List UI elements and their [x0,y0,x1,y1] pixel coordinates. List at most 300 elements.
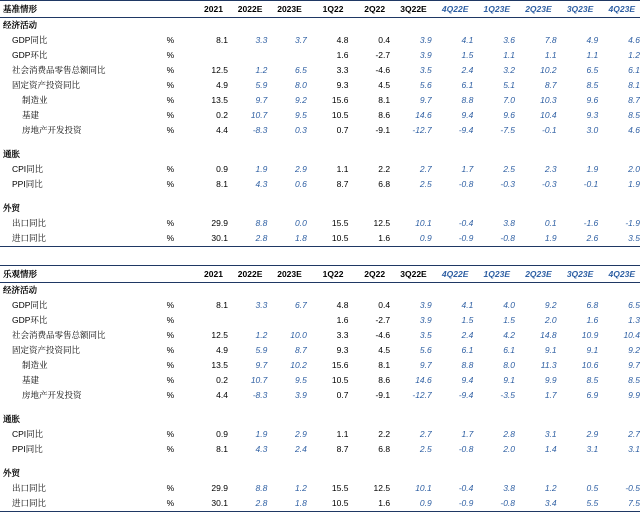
row-label: GDP环比 [12,315,48,326]
cell-2022E: 5.9 [255,80,268,91]
cell-4Q22E: 2.4 [461,330,474,341]
column-header-1Q23E: 1Q23E [473,266,515,283]
cell-3Q22E: 2.5 [419,179,432,190]
cell-2Q22: -9.1 [375,390,391,401]
cell-1Q23E: 2.0 [503,444,516,455]
row-unit: % [166,360,175,371]
cell-2021: 0.9 [216,164,228,175]
cell-1Q22: 15.6 [331,95,349,106]
cell-3Q22E: 5.6 [419,80,432,91]
cell-1Q22: 8.7 [336,444,349,455]
column-header-3Q23E: 3Q23E [557,1,599,18]
table-row [0,231,640,246]
cell-2022E: 1.2 [255,330,268,341]
cell-1Q22: 4.8 [336,35,349,46]
column-header-3Q23E: 3Q23E [557,266,599,283]
cell-2023E: 1.2 [294,483,307,494]
cell-3Q22E: -12.7 [412,125,432,136]
cell-3Q22E: 3.5 [419,330,432,341]
table-row [0,481,640,496]
row-label: 基建 [22,110,40,121]
cell-3Q23E: 2.6 [586,233,599,244]
cell-1Q22: 10.5 [331,375,349,386]
cell-4Q23E: 3.5 [628,233,640,244]
cell-3Q23E: 6.5 [586,65,599,76]
cell-1Q23E: -3.5 [500,390,516,401]
cell-3Q23E: 9.1 [586,345,599,356]
cell-2021: 4.9 [216,345,228,356]
cell-2022E: 2.8 [255,498,268,509]
cell-2021: 13.5 [211,95,228,106]
cell-1Q23E: 9.1 [503,375,516,386]
cell-4Q23E: 9.2 [628,345,640,356]
cell-4Q22E: 9.4 [461,110,474,121]
cell-2023E: 8.0 [294,80,307,91]
cell-4Q22E: 1.5 [461,50,474,61]
cell-2022E: -8.3 [252,125,268,136]
cell-4Q23E: 9.9 [628,390,640,401]
row-label: CPI同比 [12,429,44,440]
cell-2Q22: 2.2 [378,164,391,175]
cell-4Q22E: 2.4 [461,65,474,76]
cell-3Q23E: 9.3 [586,110,599,121]
cell-3Q23E: 3.1 [586,444,599,455]
cell-2Q22: 0.4 [378,35,391,46]
cell-1Q22: 1.1 [336,429,349,440]
section-header-row [0,147,640,162]
cell-1Q23E: 1.1 [503,50,516,61]
table-row [0,33,640,48]
cell-2Q23E: 10.3 [540,95,557,106]
cell-2Q22: 1.6 [378,233,391,244]
cell-2Q22: 8.6 [378,110,391,121]
cell-3Q22E: 0.9 [419,233,432,244]
cell-2022E: 1.9 [255,429,268,440]
cell-3Q23E: 1.9 [586,164,599,175]
cell-2Q22: 12.5 [373,218,391,229]
cell-2023E: 3.7 [294,35,307,46]
row-label: GDP同比 [12,35,48,46]
cell-2022E: 2.8 [255,233,268,244]
column-header-2023E: 2023E [267,1,306,18]
row-unit: % [166,179,175,190]
cell-2022E: -8.3 [252,390,268,401]
table-row [0,63,640,78]
cell-4Q22E: 1.7 [461,429,474,440]
cell-3Q22E: 9.7 [419,95,432,106]
row-unit: % [166,345,175,356]
cell-1Q22: 3.3 [336,65,349,76]
cell-2Q22: 4.5 [378,345,391,356]
section-spacer [0,138,640,147]
row-unit: % [166,125,175,136]
section-spacer [0,457,640,466]
cell-2023E: 10.0 [290,330,307,341]
cell-3Q23E: -1.6 [583,218,599,229]
cell-2Q22: -4.6 [375,330,391,341]
cell-1Q23E: 2.8 [503,429,516,440]
cell-1Q22: 4.8 [336,300,349,311]
cell-2Q22: -2.7 [375,315,391,326]
cell-2023E: 9.5 [294,110,307,121]
cell-2023E [267,48,306,63]
cell-1Q22: 10.5 [331,233,349,244]
cell-1Q23E: 7.0 [503,95,516,106]
row-label: 固定资产投资同比 [12,345,81,356]
cell-4Q23E: 4.6 [628,125,640,136]
cell-2022E: 8.8 [255,218,268,229]
cell-1Q23E: 9.6 [503,110,516,121]
cell-4Q22E: -0.9 [458,498,474,509]
row-unit: % [166,444,175,455]
cell-2Q22: -2.7 [375,50,391,61]
table-row [0,162,640,177]
cell-3Q22E: 14.6 [415,375,432,386]
row-unit: % [166,390,175,401]
cell-2021 [191,313,228,328]
cell-2021: 4.4 [216,125,228,136]
row-label: 进口同比 [12,498,47,509]
cell-2021: 29.9 [211,218,228,229]
cell-2Q22: 2.2 [378,429,391,440]
cell-4Q23E: 8.1 [628,80,640,91]
row-label: 制造业 [22,360,48,371]
row-label: GDP同比 [12,300,48,311]
cell-3Q22E: 0.9 [419,498,432,509]
cell-2Q23E: 0.1 [544,218,557,229]
cell-2022E: 10.7 [250,375,268,386]
row-unit: % [166,65,175,76]
cell-3Q22E: 3.9 [419,35,432,46]
cell-2Q22: -9.1 [375,125,391,136]
column-header-2021: 2021 [191,1,228,18]
cell-2Q23E: 1.4 [544,444,557,455]
row-unit: % [166,110,175,121]
section-title: 通胀 [3,149,21,160]
cell-3Q23E: 8.5 [586,375,599,386]
cell-1Q23E: 3.6 [503,35,516,46]
cell-2023E: 1.8 [294,233,307,244]
cell-3Q23E: 1.6 [586,315,599,326]
cell-2023E [267,313,306,328]
row-unit: % [166,498,175,509]
row-label: 制造业 [22,95,48,106]
cell-2022E: 4.3 [255,444,268,455]
cell-4Q23E: 6.5 [628,300,640,311]
cell-2023E: 0.0 [294,218,307,229]
table-row [0,388,640,403]
row-unit: % [166,50,175,61]
cell-2Q22: 0.4 [378,300,391,311]
table-row [0,373,640,388]
table-row [0,78,640,93]
cell-1Q22: 9.3 [336,80,349,91]
row-unit: % [166,95,175,106]
column-header-2023E: 2023E [267,266,306,283]
cell-2023E: 3.9 [294,390,307,401]
row-unit: % [166,375,175,386]
cell-2Q22: 6.8 [378,179,391,190]
cell-2021: 0.9 [216,429,228,440]
cell-2Q23E: 7.8 [544,35,557,46]
cell-2022E: 3.3 [255,300,268,311]
row-unit: % [166,315,175,326]
cell-2023E: 0.6 [294,179,307,190]
cell-2Q23E: 3.1 [544,429,557,440]
cell-3Q23E: 2.9 [586,429,599,440]
cell-2023E: 2.9 [294,429,307,440]
section-title: 通胀 [3,414,21,425]
cell-3Q23E: 5.5 [586,498,599,509]
column-header-2Q22: 2Q22 [348,1,390,18]
cell-2021 [191,48,228,63]
cell-1Q22: 9.3 [336,345,349,356]
cell-2Q22: 6.8 [378,444,391,455]
table-row [0,48,640,63]
column-header-2021: 2021 [191,266,228,283]
table-row [0,298,640,313]
cell-1Q22: 8.7 [336,179,349,190]
cell-4Q22E: 4.1 [461,300,474,311]
cell-3Q22E: 10.1 [415,218,432,229]
cell-2021: 8.1 [216,444,228,455]
row-unit: % [166,233,175,244]
cell-3Q23E: 3.0 [586,125,599,136]
cell-3Q23E: 4.9 [586,35,599,46]
scenario-table [0,0,640,247]
cell-4Q23E: 4.6 [628,35,640,46]
cell-2023E: 6.5 [294,65,307,76]
row-unit: % [166,300,175,311]
cell-3Q22E: -12.7 [412,390,432,401]
cell-2Q23E: 8.7 [544,80,557,91]
cell-4Q23E: -0.5 [625,483,640,494]
cell-1Q22: 0.7 [336,390,349,401]
cell-4Q22E: -0.4 [458,483,474,494]
row-unit: % [166,35,175,46]
cell-3Q22E: 9.7 [419,360,432,371]
scenario-title: 乐观情形 [0,266,191,283]
cell-2021: 30.1 [211,233,228,244]
cell-2Q23E: 3.4 [544,498,557,509]
table-row [0,328,640,343]
cell-2023E: 2.4 [294,444,307,455]
column-header-4Q23E: 4Q23E [598,266,640,283]
cell-2Q22: 8.1 [378,95,391,106]
cell-2022E: 10.7 [250,110,268,121]
cell-3Q23E: 1.1 [586,50,599,61]
row-label: 社会消费品零售总额同比 [12,65,106,76]
cell-1Q23E: -0.8 [500,233,516,244]
cell-2022E: 4.3 [255,179,268,190]
cell-2023E: 6.7 [294,300,307,311]
cell-3Q22E: 3.9 [419,50,432,61]
cell-4Q22E: 8.8 [461,95,474,106]
cell-1Q22: 3.3 [336,330,349,341]
cell-3Q22E: 2.7 [419,429,432,440]
column-header-1Q22: 1Q22 [307,266,349,283]
cell-2021: 13.5 [211,360,228,371]
column-header-3Q22E: 3Q22E [390,1,432,18]
cell-2021: 8.1 [216,35,228,46]
column-header-2Q22: 2Q22 [348,266,390,283]
row-unit: % [166,164,175,175]
cell-3Q23E: 0.5 [586,483,599,494]
cell-3Q22E: 10.1 [415,483,432,494]
cell-2023E: 0.3 [294,125,307,136]
cell-2022E: 9.7 [255,95,268,106]
cell-2022E: 1.2 [255,65,268,76]
section-title: 经济活动 [3,20,38,31]
row-label: 房地产开发投资 [22,125,82,136]
row-unit: % [166,330,175,341]
cell-1Q22: 15.5 [331,483,349,494]
column-header-1Q23E: 1Q23E [473,1,515,18]
cell-2Q23E: 1.7 [544,390,557,401]
cell-2Q22: 8.1 [378,360,391,371]
cell-1Q22: 10.5 [331,498,349,509]
cell-2Q22: 12.5 [373,483,391,494]
column-header-1Q22: 1Q22 [307,1,349,18]
table-row [0,123,640,138]
column-header-2Q23E: 2Q23E [515,266,557,283]
row-unit: % [166,483,175,494]
cell-2022E [228,313,267,328]
scenario-table [0,265,640,512]
table-row [0,442,640,457]
cell-4Q22E: 6.1 [461,80,474,91]
table-row [0,108,640,123]
cell-2Q23E: 9.9 [544,375,557,386]
row-label: 房地产开发投资 [22,390,82,401]
table-row [0,177,640,192]
cell-1Q23E: 2.5 [503,164,516,175]
row-label: 固定资产投资同比 [12,80,81,91]
cell-2022E: 9.7 [255,360,268,371]
cell-4Q22E: -0.4 [458,218,474,229]
cell-4Q23E: 1.3 [628,315,640,326]
cell-4Q23E: 6.1 [628,65,640,76]
cell-1Q22: 1.6 [336,50,349,61]
cell-2021: 8.1 [216,300,228,311]
cell-1Q23E: 3.2 [503,65,516,76]
section-header-row [0,18,640,34]
table-row [0,313,640,328]
cell-2021: 29.9 [211,483,228,494]
cell-4Q22E: -9.4 [458,125,474,136]
cell-1Q23E: 3.8 [503,218,516,229]
cell-1Q23E: -0.8 [500,498,516,509]
cell-4Q23E: 2.0 [628,164,640,175]
cell-4Q23E: 8.5 [628,110,640,121]
column-header-4Q22E: 4Q22E [432,266,474,283]
cell-4Q22E: -9.4 [458,390,474,401]
column-header-4Q22E: 4Q22E [432,1,474,18]
cell-2Q23E: 11.3 [540,360,557,371]
cell-1Q23E: 6.1 [503,345,516,356]
cell-2023E: 8.7 [294,345,307,356]
table-row [0,358,640,373]
cell-2022E: 1.9 [255,164,268,175]
cell-2023E: 1.8 [294,498,307,509]
table-row [0,496,640,511]
section-header-row [0,412,640,427]
cell-4Q22E: 9.4 [461,375,474,386]
cell-1Q23E: 8.0 [503,360,516,371]
cell-1Q23E: 3.8 [503,483,516,494]
cell-2021: 12.5 [211,330,228,341]
cell-2023E: 9.5 [294,375,307,386]
cell-2021: 4.4 [216,390,228,401]
row-label: 社会消费品零售总额同比 [12,330,106,341]
cell-3Q23E: 10.6 [581,360,599,371]
cell-2Q23E: 14.8 [540,330,557,341]
cell-1Q23E: 4.0 [503,300,516,311]
cell-2021: 12.5 [211,65,228,76]
cell-2Q22: 1.6 [378,498,391,509]
section-title: 经济活动 [3,285,38,296]
row-label: PPI同比 [12,444,43,455]
cell-2Q23E: 9.1 [544,345,557,356]
cell-3Q22E: 14.6 [415,110,432,121]
cell-3Q23E: 8.5 [586,80,599,91]
section-spacer [0,403,640,412]
table-bottom-rule [0,511,640,512]
row-unit: % [166,429,175,440]
block-gap [0,247,640,265]
cell-3Q22E: 5.6 [419,345,432,356]
cell-4Q22E: -0.9 [458,233,474,244]
cell-1Q23E: -7.5 [500,125,516,136]
cell-2023E: 2.9 [294,164,307,175]
cell-1Q22: 15.5 [331,218,349,229]
cell-4Q23E: 7.5 [628,498,640,509]
cell-2023E: 10.2 [290,360,307,371]
cell-2Q23E: 1.2 [544,483,557,494]
cell-3Q23E: -0.1 [583,179,599,190]
cell-2021: 0.2 [216,110,228,121]
column-header-2022E: 2022E [228,1,267,18]
cell-1Q22: 1.1 [336,164,349,175]
row-label: 出口同比 [12,218,47,229]
section-header-row [0,283,640,299]
section-title: 外贸 [3,203,21,214]
cell-2021: 8.1 [216,179,228,190]
column-header-3Q22E: 3Q22E [390,266,432,283]
column-header-4Q23E: 4Q23E [598,1,640,18]
cell-2Q23E: 10.2 [540,65,557,76]
cell-4Q23E: 8.7 [628,95,640,106]
cell-4Q23E: -1.9 [625,218,640,229]
cell-4Q22E: -0.8 [458,179,474,190]
cell-2Q23E: 1.1 [544,50,557,61]
cell-1Q22: 1.6 [336,315,349,326]
cell-3Q23E: 10.9 [581,330,599,341]
cell-2023E: 9.2 [294,95,307,106]
table-row [0,216,640,231]
cell-2021: 0.2 [216,375,228,386]
cell-2Q23E: 2.0 [544,315,557,326]
section-title: 外贸 [3,468,21,479]
cell-3Q22E: 2.5 [419,444,432,455]
cell-2021: 4.9 [216,80,228,91]
column-header-2Q23E: 2Q23E [515,1,557,18]
row-unit: % [166,80,175,91]
table-row [0,343,640,358]
row-unit: % [166,218,175,229]
cell-2022E: 3.3 [255,35,268,46]
table-header-row [0,266,640,283]
